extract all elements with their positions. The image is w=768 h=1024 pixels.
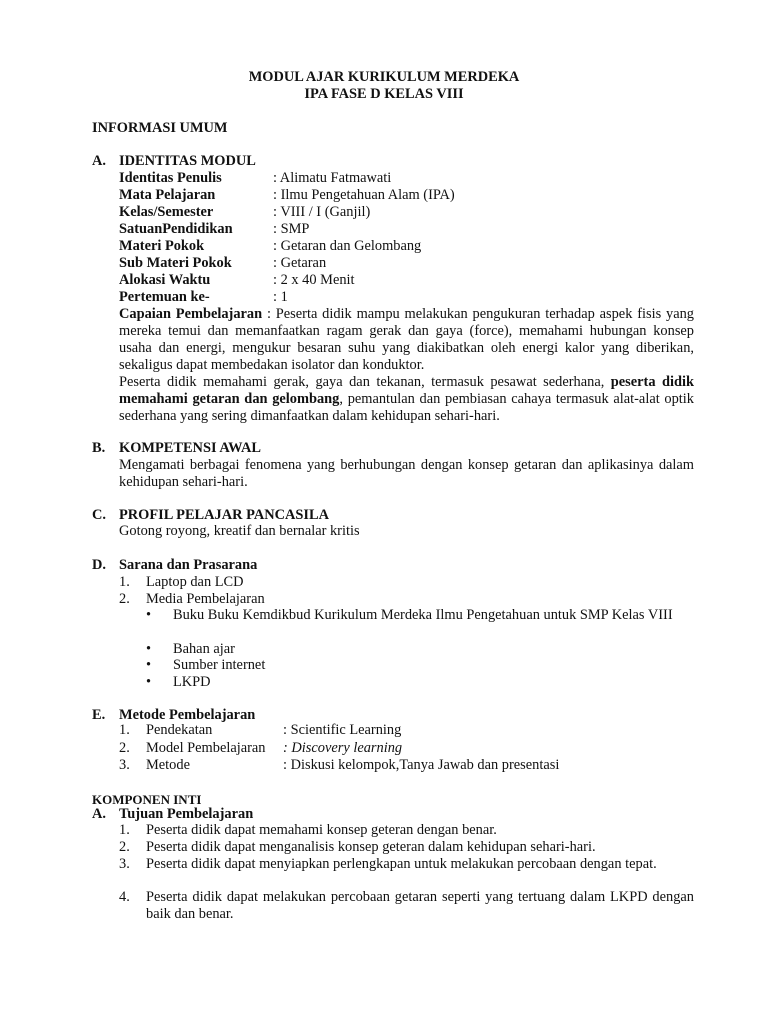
doc-title: MODUL AJAR KURIKULUM MERDEKA xyxy=(248,69,520,85)
tujuan-item: Peserta didik dapat menyiapkan perlengkapan untuk melakukan percobaan dengan tepat. xyxy=(146,856,657,872)
profil-pelajar-text: Gotong royong, kreatif dan bernalar kritis xyxy=(119,523,360,539)
capaian-label: Capaian Pembelajaran xyxy=(119,306,263,322)
bullet-item: Bahan ajar xyxy=(173,641,235,657)
tujuan-item: Peserta didik dapat menganalisis konsep geteran dalam kehidupan sehari-hari. xyxy=(146,839,596,855)
section-c-heading: PROFIL PELAJAR PANCASILA xyxy=(119,507,330,523)
list-number: 1. xyxy=(119,722,130,738)
metode-label: Model Pembelajaran xyxy=(146,740,266,756)
bullet-item: Sumber internet xyxy=(173,657,266,673)
field-value: : Getaran dan Gelombang xyxy=(273,238,422,254)
capaian-text: : Peserta didik mampu melakukan pengukuran terhadap aspek fisis yang mereka temui dan memanfaatkan ragam gerak dan gaya (force), memahami hubungan konsep usaha dan energi, mengukur besaran suhu yang diakibatkan oleh energi kalor yang diberikan, sekaligus dapat membedakan isolator dan konduktor. xyxy=(119,306,694,373)
capaian-paragraph-2 xyxy=(119,374,694,425)
field-label: Identitas Penulis xyxy=(119,170,222,186)
bullet-icon: • xyxy=(146,657,152,673)
field-label: Materi Pokok xyxy=(119,238,205,254)
bullet-item: Buku Buku Kemdikbud Kurikulum Merdeka Ilmu Pengetahuan untuk SMP Kelas VIII xyxy=(173,607,673,623)
list-number: 2. xyxy=(119,839,130,855)
metode-value: : Discovery learning xyxy=(283,740,403,756)
list-item: Media Pembelajaran xyxy=(146,591,265,607)
bullet-icon: • xyxy=(146,641,152,657)
tujuan-letter: A. xyxy=(92,806,106,822)
metode-label: Metode xyxy=(146,757,190,773)
field-value: : VIII / I (Ganjil) xyxy=(273,204,371,220)
bullet-item: LKPD xyxy=(173,674,211,690)
capaian2-bold: peserta didik memahami getaran dan gelombang xyxy=(119,374,694,407)
list-item: Laptop dan LCD xyxy=(146,574,244,590)
capaian2-post: , pemantulan dan pembiasan cahaya termasuk alat-alat optik sederhana yang sering dimanfaatkan dalam kehidupan sehari-hari. xyxy=(119,391,694,424)
list-number: 4. xyxy=(119,889,130,905)
section-e-heading: Metode Pembelajaran xyxy=(119,707,256,723)
metode-label: Pendekatan xyxy=(146,722,213,738)
doc-subtitle: IPA FASE D KELAS VIII xyxy=(304,86,464,102)
tujuan-item: Peserta didik dapat melakukan percobaan getaran seperti yang tertuang dalam LKPD dengan baik dan benar. xyxy=(146,889,694,922)
list-number: 2. xyxy=(119,740,130,756)
bullet-icon: • xyxy=(146,674,152,690)
bullet-icon: • xyxy=(146,607,152,623)
list-number: 2. xyxy=(119,591,130,607)
list-number: 3. xyxy=(119,856,130,872)
list-number: 1. xyxy=(119,574,130,590)
field-value: : Ilmu Pengetahuan Alam (IPA) xyxy=(273,187,455,203)
list-number: 3. xyxy=(119,757,130,773)
tujuan-item: Peserta didik dapat memahami konsep geteran dengan benar. xyxy=(146,822,497,838)
field-value: : 1 xyxy=(273,289,288,305)
kompetensi-awal-text: Mengamati berbagai fenomena yang berhubungan dengan konsep getaran dan aplikasinya dalam kehidupan sehari-hari. xyxy=(119,457,694,490)
field-label: Sub Materi Pokok xyxy=(119,255,232,271)
field-label: Pertemuan ke- xyxy=(119,289,210,305)
capaian-pembelajaran-paragraph xyxy=(119,306,694,374)
komponen-inti-heading: KOMPONEN INTI xyxy=(92,792,202,807)
field-value: : 2 x 40 Menit xyxy=(273,272,355,288)
metode-value: : Scientific Learning xyxy=(283,722,402,738)
section-b-heading: KOMPETENSI AWAL xyxy=(119,440,261,456)
section-e-letter: E. xyxy=(92,707,106,723)
section-d-heading: Sarana dan Prasarana xyxy=(119,557,258,573)
field-value: : Alimatu Fatmawati xyxy=(273,170,392,186)
list-number: 1. xyxy=(119,822,130,838)
metode-value: : Diskusi kelompok,Tanya Jawab dan presentasi xyxy=(283,757,560,773)
section-a-heading: IDENTITAS MODUL xyxy=(119,153,256,169)
section-d-letter: D. xyxy=(92,557,106,573)
field-value: : Getaran xyxy=(273,255,327,271)
field-label: Alokasi Waktu xyxy=(119,272,211,288)
field-label: SatuanPendidikan xyxy=(119,221,233,237)
capaian2-pre: Peserta didik memahami gerak, gaya dan tekanan, termasuk pesawat sederhana, xyxy=(119,374,611,390)
section-a-letter: A. xyxy=(92,153,106,169)
informasi-umum-heading: INFORMASI UMUM xyxy=(92,120,228,136)
field-label: Kelas/Semester xyxy=(119,204,214,220)
section-c-letter: C. xyxy=(92,507,106,523)
field-label: Mata Pelajaran xyxy=(119,187,216,203)
field-value: : SMP xyxy=(273,221,310,237)
tujuan-heading: Tujuan Pembelajaran xyxy=(119,806,254,822)
section-b-letter: B. xyxy=(92,440,106,456)
